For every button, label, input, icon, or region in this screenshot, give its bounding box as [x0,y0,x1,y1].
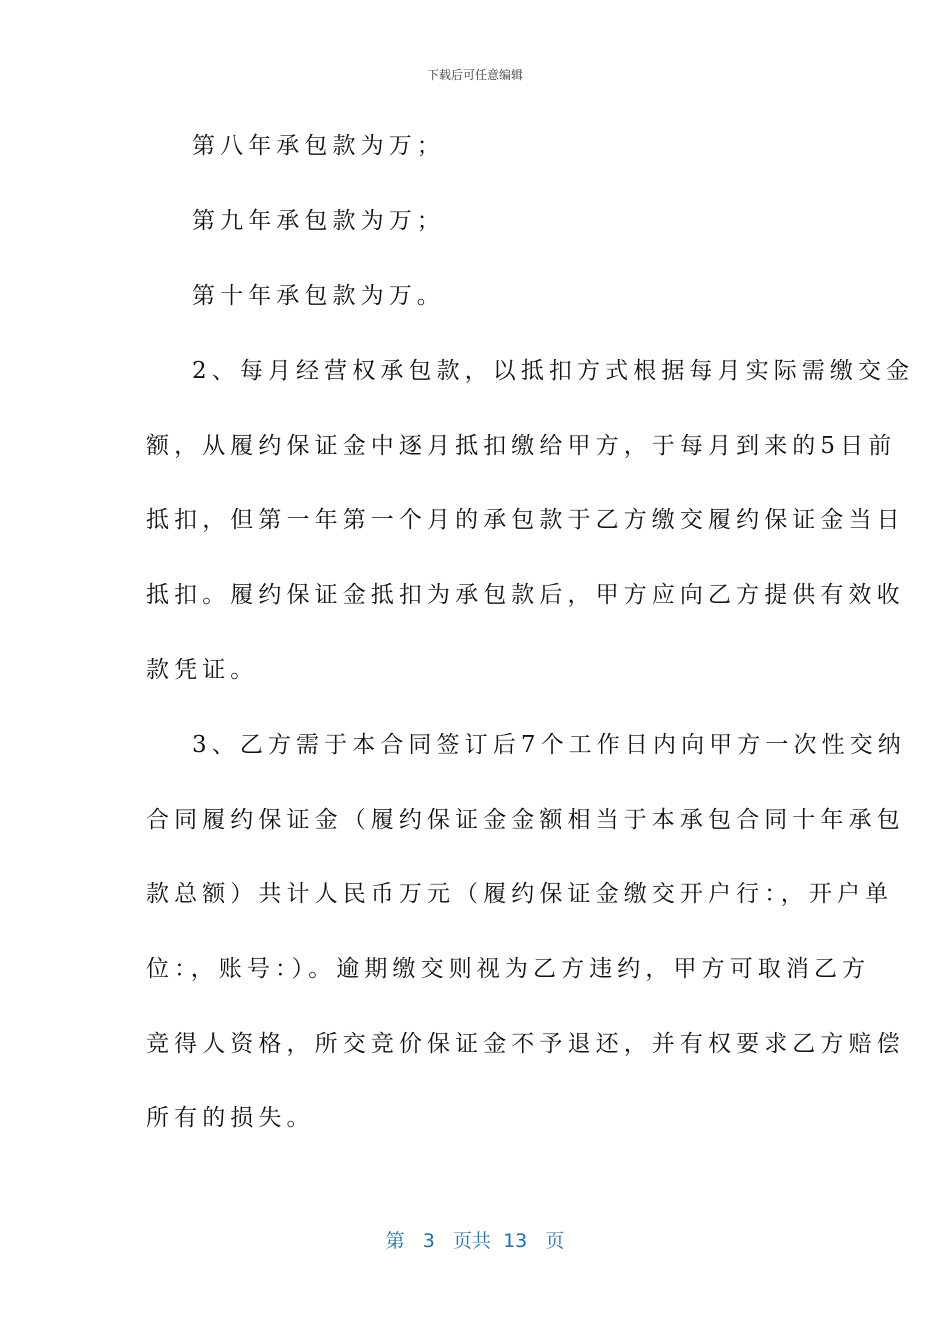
footer-suffix: 页 [545,1230,565,1252]
text-line: 所有的损失。 [146,1105,315,1131]
footer-total-pages: 13 [503,1230,528,1252]
text-line: 2、每月经营权承包款，以抵扣方式根据每月实际需缴交金 [192,358,915,384]
text-line: 合同履约保证金（履约保证金金额相当于本承包合同十年承包 [146,807,905,833]
text-line: 额，从履约保证金中逐月抵扣缴给甲方，于每月到来的5日前 [146,433,897,459]
text-line: 款凭证。 [146,657,259,683]
footer-prefix: 第 [385,1230,405,1252]
text-line: 抵扣。履约保证金抵扣为承包款后，甲方应向乙方提供有效收 [146,582,905,608]
text-line: 款总额）共计人民币万元（履约保证金缴交开户行：，开户单 [146,881,894,907]
text-line: 3、乙方需于本合同签订后7个工作日内向甲方一次性交纳 [192,732,906,758]
footer-page-number: 3 [422,1230,435,1252]
text-line: 抵扣，但第一年第一个月的承包款于乙方缴交履约保证金当日 [146,507,905,533]
text-line: 第八年承包款为万； [192,133,445,159]
footer-middle: 页共 [452,1230,491,1252]
header-note: 下载后可任意编辑 [426,68,523,82]
text-line: 竞得人资格，所交竞价保证金不予退还，并有权要求乙方赔偿 [146,1031,905,1057]
text-line: 位：，账号：）。逾期缴交则视为乙方违约，甲方可取消乙方 [146,956,871,982]
text-line: 第九年承包款为万； [192,208,445,234]
text-line: 第十年承包款为万。 [192,283,445,309]
page-footer [0,1226,950,1253]
